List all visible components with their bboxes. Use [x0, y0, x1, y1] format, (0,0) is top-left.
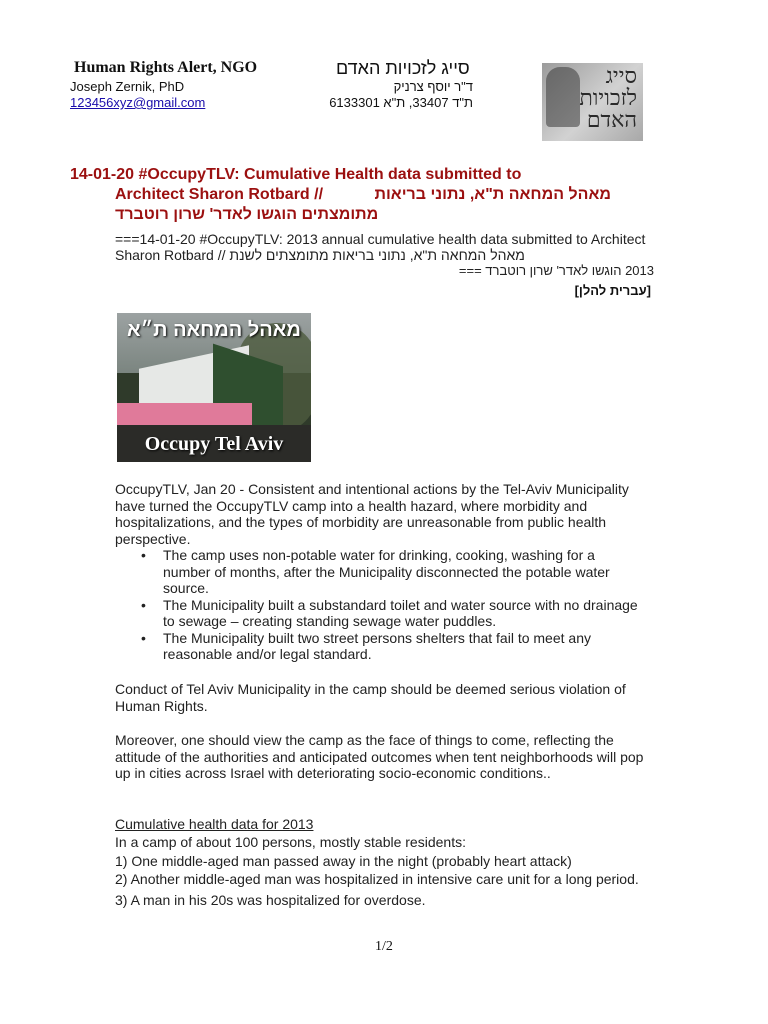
title-line-2-hebrew: מאהל המחאה ת"א, נתוני בריאות	[374, 186, 611, 203]
author-name-english: Joseph Zernik, PhD	[70, 79, 185, 94]
paragraph-moreover: Moreover, one should view the camp as the face of things to come, reflecting the attitude of the authorities and anticipated outcomes when tent neighborhoods will pop up in cities across Israel with deteriorating socio-economic conditions..	[115, 732, 644, 781]
hebrew-below-note: [עברית להלן]	[574, 283, 651, 298]
email-link[interactable]: 123456xyz@gmail.com	[70, 95, 206, 110]
title-line-2-english: Architect Sharon Rotbard //	[115, 186, 324, 203]
cumulative-data-heading: Cumulative health data for 2013	[115, 816, 314, 832]
title-line-1: 14-01-20 #OccupyTLV: Cumulative Health data submitted to	[70, 166, 522, 183]
intro-paragraph: OccupyTLV, Jan 20 - Consistent and intentional actions by the Tel-Aviv Municipality have turned the OccupyTLV camp into a health hazard, where morbidity and hospitalizations, and the types of morbidity are unreasonable from public health perspective.	[115, 481, 629, 547]
photo-caption-english: Occupy Tel Aviv	[144, 433, 284, 455]
org-name-hebrew: סייג לזכויות האדם	[336, 58, 470, 78]
page-number: 1/2	[375, 939, 393, 954]
title-line-3-hebrew: מתומצתים הוגשו לאדר' שרון רוטברד	[115, 206, 379, 223]
cumulative-data-list	[115, 833, 650, 910]
org-name-english: Human Rights Alert, NGO	[74, 59, 258, 76]
list-item: 2) Another middle-aged man was hospitalized in intensive care unit for a long period.	[115, 871, 639, 887]
list-item: In a camp of about 100 persons, mostly stable residents:	[115, 834, 466, 850]
bullet-list	[115, 547, 645, 663]
list-item: 1) One middle-aged man passed away in the night (probably heart attack)	[115, 853, 572, 869]
address-hebrew: ת"ד 33407, ת"א 6133301	[329, 95, 473, 110]
list-item: • The Municipality built a substandard toilet and water source with no drainage to sewage – creating standing sewage water puddles.	[163, 597, 645, 630]
photo-caption-hebrew: מאהל המחאה ת״א	[127, 319, 301, 341]
org-logo	[542, 63, 643, 141]
list-item: 3) A man in his 20s was hospitalized for overdose.	[115, 891, 426, 908]
logo-figure	[546, 67, 580, 127]
camp-photo	[117, 313, 311, 462]
list-item: • The camp uses non-potable water for drinking, cooking, washing for a number of months, after the Municipality disconnected the potable water source.	[163, 547, 645, 597]
subtitle: ===14-01-20 #OccupyTLV: 2013 annual cumulative health data submitted to Architect Sharon Rotbard // מאהל המחאה ת"א, נתוני בריאות מתומצתים לשנת	[115, 231, 646, 263]
paragraph-conduct: Conduct of Tel Aviv Municipality in the camp should be deemed serious violation of Human Rights.	[115, 681, 626, 714]
subtitle-hebrew-line: 2013 הוגשו לאדר' שרון רוטברד ===	[458, 263, 654, 278]
logo-text: סייג לזכויות האדם	[579, 63, 637, 132]
list-item: • The Municipality built two street persons shelters that fail to meet any reasonable and/or legal standard.	[163, 630, 645, 663]
author-name-hebrew: ד"ר יוסף צרניק	[393, 79, 473, 94]
